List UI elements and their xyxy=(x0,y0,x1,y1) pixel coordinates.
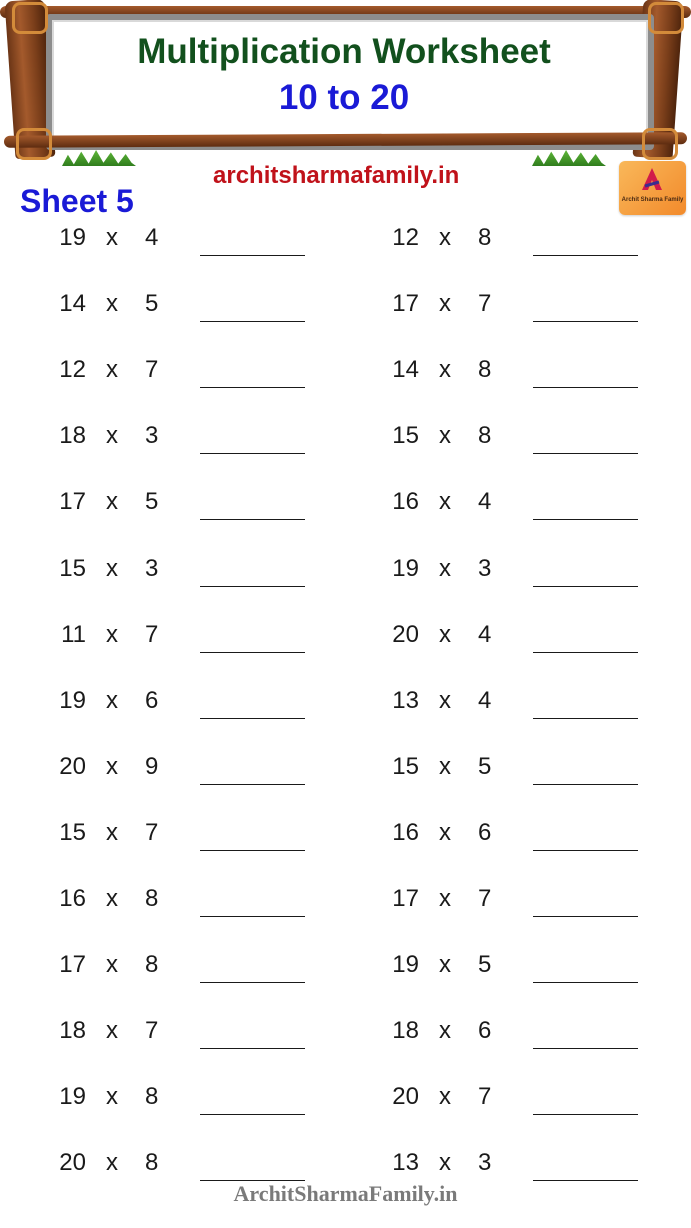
multiply-operator: x xyxy=(439,555,451,582)
answer-blank xyxy=(200,453,305,454)
multiply-operator: x xyxy=(106,224,118,251)
sheet-label: Sheet 5 xyxy=(20,183,134,219)
second-factor: 8 xyxy=(145,1083,159,1110)
answer-blank xyxy=(533,784,638,785)
problem-row-right xyxy=(383,951,643,991)
archit-sharma-family-logo-icon xyxy=(619,161,686,215)
second-factor: 3 xyxy=(478,555,492,582)
first-factor: 12 xyxy=(392,224,419,251)
problem-row-right xyxy=(383,1017,643,1057)
answer-blank xyxy=(533,519,638,520)
logo-caption: Archit Sharma Family xyxy=(621,197,684,203)
answer-blank xyxy=(200,387,305,388)
second-factor: 8 xyxy=(145,951,159,978)
answer-blank xyxy=(200,519,305,520)
multiply-operator: x xyxy=(439,621,451,648)
problem-row-right xyxy=(383,488,643,528)
answer-blank xyxy=(533,321,638,322)
first-factor: 18 xyxy=(59,422,86,449)
second-factor: 7 xyxy=(478,885,492,912)
problem-row-right xyxy=(383,356,643,396)
second-factor: 8 xyxy=(478,422,492,449)
problem-row-right xyxy=(383,621,643,661)
second-factor: 5 xyxy=(145,290,159,317)
first-factor: 18 xyxy=(392,1017,419,1044)
rope-knot-icon xyxy=(642,128,678,160)
multiply-operator: x xyxy=(106,753,118,780)
multiply-operator: x xyxy=(439,1083,451,1110)
first-factor: 13 xyxy=(392,687,419,714)
first-factor: 19 xyxy=(59,224,86,251)
multiply-operator: x xyxy=(106,555,118,582)
second-factor: 9 xyxy=(145,753,159,780)
multiply-operator: x xyxy=(106,488,118,515)
problem-row-right xyxy=(383,753,643,793)
first-factor: 15 xyxy=(392,753,419,780)
first-factor: 20 xyxy=(392,621,419,648)
second-factor: 3 xyxy=(478,1149,492,1176)
problem-row-left xyxy=(50,1017,310,1057)
answer-blank xyxy=(533,387,638,388)
answer-blank xyxy=(200,784,305,785)
problem-row-left xyxy=(50,885,310,925)
answer-blank xyxy=(533,1114,638,1115)
second-factor: 4 xyxy=(145,224,159,251)
second-factor: 7 xyxy=(145,356,159,383)
rope-knot-icon xyxy=(16,128,52,160)
problem-row-left xyxy=(50,356,310,396)
multiply-operator: x xyxy=(439,687,451,714)
answer-blank xyxy=(200,982,305,983)
multiply-operator: x xyxy=(106,1083,118,1110)
multiply-operator: x xyxy=(106,1149,118,1176)
wooden-sign-banner xyxy=(0,0,691,175)
problem-row-right xyxy=(383,885,643,925)
answer-blank xyxy=(200,718,305,719)
answer-blank xyxy=(200,850,305,851)
multiply-operator: x xyxy=(439,753,451,780)
footer-website: ArchitSharmaFamily.in xyxy=(233,1181,458,1206)
multiply-operator: x xyxy=(439,885,451,912)
second-factor: 8 xyxy=(145,885,159,912)
answer-blank xyxy=(533,453,638,454)
problem-row-left xyxy=(50,753,310,793)
first-factor: 19 xyxy=(392,951,419,978)
second-factor: 3 xyxy=(145,422,159,449)
second-factor: 4 xyxy=(478,621,492,648)
problem-row-right xyxy=(383,290,643,330)
multiply-operator: x xyxy=(106,951,118,978)
first-factor: 17 xyxy=(59,488,86,515)
first-factor: 16 xyxy=(59,885,86,912)
first-factor: 12 xyxy=(59,356,86,383)
answer-blank xyxy=(200,652,305,653)
first-factor: 20 xyxy=(59,753,86,780)
second-factor: 7 xyxy=(145,1017,159,1044)
multiply-operator: x xyxy=(439,356,451,383)
first-factor: 15 xyxy=(59,555,86,582)
rope-knot-icon xyxy=(12,2,48,34)
second-factor: 4 xyxy=(478,687,492,714)
first-factor: 17 xyxy=(59,951,86,978)
problem-row-left xyxy=(50,621,310,661)
multiply-operator: x xyxy=(439,1017,451,1044)
problem-row-left xyxy=(50,290,310,330)
answer-blank xyxy=(200,321,305,322)
multiply-operator: x xyxy=(439,951,451,978)
second-factor: 8 xyxy=(145,1149,159,1176)
answer-blank xyxy=(533,1048,638,1049)
answer-blank xyxy=(200,255,305,256)
second-factor: 4 xyxy=(478,488,492,515)
problem-row-right xyxy=(383,1083,643,1123)
multiply-operator: x xyxy=(106,422,118,449)
second-factor: 5 xyxy=(145,488,159,515)
second-factor: 5 xyxy=(478,951,492,978)
problem-row-right xyxy=(383,224,643,264)
multiply-operator: x xyxy=(439,224,451,251)
multiply-operator: x xyxy=(439,819,451,846)
first-factor: 14 xyxy=(59,290,86,317)
second-factor: 6 xyxy=(478,819,492,846)
multiply-operator: x xyxy=(106,687,118,714)
multiply-operator: x xyxy=(106,1017,118,1044)
problem-row-right xyxy=(383,687,643,727)
multiply-operator: x xyxy=(439,422,451,449)
second-factor: 7 xyxy=(478,290,492,317)
multiply-operator: x xyxy=(439,1149,451,1176)
multiply-operator: x xyxy=(106,356,118,383)
second-factor: 3 xyxy=(145,555,159,582)
logo-a-mark-icon xyxy=(641,167,663,191)
second-factor: 6 xyxy=(478,1017,492,1044)
first-factor: 11 xyxy=(61,621,86,648)
second-factor: 7 xyxy=(145,819,159,846)
multiply-operator: x xyxy=(439,290,451,317)
first-factor: 13 xyxy=(392,1149,419,1176)
answer-blank xyxy=(533,916,638,917)
first-factor: 15 xyxy=(59,819,86,846)
problem-row-left xyxy=(50,819,310,859)
answer-blank xyxy=(200,1114,305,1115)
rope-knot-icon xyxy=(648,2,684,34)
first-factor: 17 xyxy=(392,885,419,912)
problem-row-left xyxy=(50,555,310,595)
first-factor: 16 xyxy=(392,819,419,846)
answer-blank xyxy=(533,652,638,653)
answer-blank xyxy=(533,850,638,851)
answer-blank xyxy=(533,982,638,983)
problem-row-left xyxy=(50,422,310,462)
second-factor: 6 xyxy=(145,687,159,714)
grass-icon xyxy=(62,150,136,166)
second-factor: 5 xyxy=(478,753,492,780)
first-factor: 20 xyxy=(59,1149,86,1176)
answer-blank xyxy=(533,586,638,587)
answer-blank xyxy=(200,916,305,917)
multiply-operator: x xyxy=(106,819,118,846)
worksheet-subtitle: 10 to 20 xyxy=(278,78,410,117)
first-factor: 17 xyxy=(392,290,419,317)
first-factor: 20 xyxy=(392,1083,419,1110)
answer-blank xyxy=(200,586,305,587)
second-factor: 8 xyxy=(478,356,492,383)
problem-row-left xyxy=(50,1083,310,1123)
multiply-operator: x xyxy=(439,488,451,515)
problem-row-left xyxy=(50,488,310,528)
answer-blank xyxy=(533,718,638,719)
second-factor: 8 xyxy=(478,224,492,251)
first-factor: 19 xyxy=(59,687,86,714)
answer-blank xyxy=(200,1048,305,1049)
problem-row-left xyxy=(50,951,310,991)
problem-row-left xyxy=(50,224,310,264)
grass-icon xyxy=(532,150,606,166)
problem-row-right xyxy=(383,422,643,462)
first-factor: 14 xyxy=(392,356,419,383)
first-factor: 18 xyxy=(59,1017,86,1044)
first-factor: 15 xyxy=(392,422,419,449)
first-factor: 16 xyxy=(392,488,419,515)
multiply-operator: x xyxy=(106,290,118,317)
website-label: architsharmafamily.in xyxy=(213,162,460,189)
first-factor: 19 xyxy=(59,1083,86,1110)
problem-row-right xyxy=(383,819,643,859)
problem-row-left xyxy=(50,687,310,727)
worksheet-title: Multiplication Worksheet xyxy=(137,32,551,71)
answer-blank xyxy=(533,255,638,256)
first-factor: 19 xyxy=(392,555,419,582)
multiply-operator: x xyxy=(106,621,118,648)
problem-row-right xyxy=(383,555,643,595)
second-factor: 7 xyxy=(145,621,159,648)
second-factor: 7 xyxy=(478,1083,492,1110)
multiply-operator: x xyxy=(106,885,118,912)
